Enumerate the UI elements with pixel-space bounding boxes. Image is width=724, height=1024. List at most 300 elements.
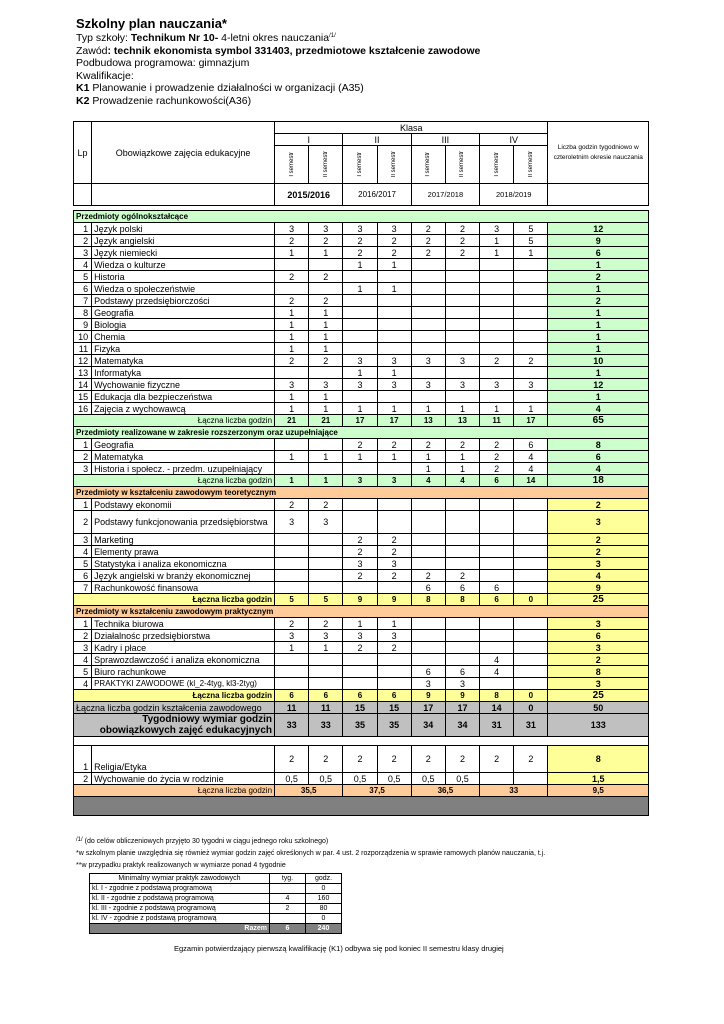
hours-cell [480, 618, 514, 630]
hours-cell: 6 [480, 582, 514, 594]
hours-cell: 3 [309, 630, 343, 642]
hours-cell [309, 534, 343, 546]
sum-label: Łączna liczba godzin [74, 785, 275, 797]
row-number: 6 [74, 283, 92, 295]
hours-cell [514, 654, 548, 666]
row-number: 1 [74, 499, 92, 511]
sum-total: 65 [548, 415, 649, 427]
hours-cell: 3 [411, 379, 445, 391]
table-row [74, 654, 649, 666]
weekly-hours-header: Liczba godzin tygodniowo w czteroletnim okresie nauczania [548, 122, 649, 184]
hours-cell: 3 [411, 355, 445, 367]
row-number: 5 [74, 558, 92, 570]
sum-cell: 17 [514, 415, 548, 427]
base-line: Podbudowa programowa: gimnazjum [76, 57, 250, 70]
sum-total: 9,5 [548, 785, 649, 797]
spacer [74, 737, 649, 746]
table-row [74, 271, 649, 283]
hours-cell: 2 [275, 295, 309, 307]
row-total: 4 [548, 403, 649, 415]
hours-cell [309, 666, 343, 678]
hours-cell [480, 773, 514, 785]
sum-cell: 1 [309, 475, 343, 487]
weekly-total-cell: 35 [377, 714, 411, 737]
hours-cell: 4 [514, 451, 548, 463]
hours-cell [343, 499, 377, 511]
row-number: 2 [74, 511, 92, 534]
sum-cell: 21 [309, 415, 343, 427]
table-row [74, 773, 649, 785]
hours-cell [377, 463, 411, 475]
hours-cell [411, 367, 445, 379]
hours-cell: 3 [309, 511, 343, 534]
practice-cell: 160 [306, 894, 342, 904]
table-row [90, 914, 342, 924]
table-row [74, 678, 649, 690]
hours-cell: 5 [514, 223, 548, 235]
sum-cell: 8 [445, 594, 479, 606]
hours-cell [377, 271, 411, 283]
practice-cell: kl. I - zgodnie z podstawą programową [90, 884, 270, 894]
hours-cell [411, 319, 445, 331]
row-number: 1 [74, 439, 92, 451]
hours-cell: 3 [275, 379, 309, 391]
sum-cell: 9 [343, 594, 377, 606]
vocational-total-cell: 0 [514, 702, 548, 714]
sum-cell: 11 [480, 415, 514, 427]
table-row [74, 558, 649, 570]
notes [76, 836, 545, 872]
hours-cell: 2 [377, 570, 411, 582]
hours-cell [514, 331, 548, 343]
hours-cell: 2 [377, 746, 411, 773]
hours-cell [480, 546, 514, 558]
row-number: 2 [74, 773, 92, 785]
table-row [74, 343, 649, 355]
row-total: 8 [548, 439, 649, 451]
hours-cell [309, 570, 343, 582]
row-number: 1 [74, 618, 92, 630]
sum-cell: 9 [377, 594, 411, 606]
hours-cell [411, 558, 445, 570]
row-total: 6 [548, 451, 649, 463]
table-row [74, 259, 649, 271]
hours-cell [377, 391, 411, 403]
row-number: 2 [74, 451, 92, 463]
hours-cell [480, 678, 514, 690]
hours-cell [343, 666, 377, 678]
weekly-total-cell: 33 [275, 714, 309, 737]
sum-cell: 3 [343, 475, 377, 487]
hours-cell [445, 271, 479, 283]
hours-cell: 2 [411, 746, 445, 773]
hours-cell [275, 582, 309, 594]
hours-cell: 2 [309, 499, 343, 511]
subject-name: Zajęcia z wychowawcą [92, 403, 275, 415]
table-row [74, 295, 649, 307]
hours-cell: 2 [377, 546, 411, 558]
hours-cell: 2 [343, 546, 377, 558]
hours-cell: 1 [377, 451, 411, 463]
practice-cell: 2 [270, 904, 306, 914]
practice-cell [270, 914, 306, 924]
table-row [90, 904, 342, 914]
row-total: 2 [548, 295, 649, 307]
year-header: 2015/2016 [275, 184, 343, 206]
hours-cell: 3 [411, 678, 445, 690]
hours-cell [445, 546, 479, 558]
practice-cell: kl. III - zgodnie z podstawą programową [90, 904, 270, 914]
hours-cell [411, 642, 445, 654]
hours-cell: 3 [309, 223, 343, 235]
hours-cell [275, 546, 309, 558]
semester-header [480, 146, 514, 184]
hours-cell [309, 259, 343, 271]
hours-cell: 6 [411, 582, 445, 594]
hours-cell: 6 [445, 666, 479, 678]
row-number: 4 [74, 678, 92, 690]
hours-cell [377, 499, 411, 511]
hours-cell: 0,5 [275, 773, 309, 785]
hours-cell: 1 [445, 403, 479, 415]
subject-name: Biuro rachunkowe [92, 666, 275, 678]
vocational-total-cell: 11 [309, 702, 343, 714]
subjects-header: Obowiązkowe zajęcia edukacyjne [92, 122, 275, 184]
hours-cell: 1 [275, 247, 309, 259]
hours-cell: 1 [343, 403, 377, 415]
semester-header [275, 146, 309, 184]
hours-cell [309, 439, 343, 451]
hours-cell: 3 [377, 223, 411, 235]
row-total: 10 [548, 355, 649, 367]
table-row [74, 463, 649, 475]
hours-cell: 2 [445, 746, 479, 773]
hours-cell: 2 [514, 355, 548, 367]
hours-cell: 1 [514, 403, 548, 415]
page-title: Szkolny plan nauczania* [76, 16, 227, 31]
hours-cell: 1 [343, 259, 377, 271]
subject-name: Historia [92, 271, 275, 283]
subject-name: Religia/Etyka [92, 746, 275, 773]
hours-cell [514, 642, 548, 654]
hours-cell [480, 499, 514, 511]
table-row [74, 379, 649, 391]
hours-cell [411, 259, 445, 271]
sum-label: Łączna liczba godzin [74, 594, 275, 606]
semester-header [377, 146, 411, 184]
hours-cell [514, 307, 548, 319]
profession-line: Zawód: technik ekonomista symbol 331403, przedmiotowe kształcenie zawodowe [76, 44, 481, 57]
sum-cell: 21 [275, 415, 309, 427]
row-number: 7 [74, 295, 92, 307]
year-header: 2016/2017 [343, 184, 411, 206]
weekly-total-cell: 34 [445, 714, 479, 737]
hours-cell: 3 [275, 511, 309, 534]
hours-cell [514, 534, 548, 546]
year-header: 2018/2019 [480, 184, 548, 206]
sum-cell: 3 [377, 475, 411, 487]
hours-cell [377, 654, 411, 666]
hours-cell: 2 [309, 618, 343, 630]
hours-cell: 2 [480, 355, 514, 367]
hours-cell [377, 307, 411, 319]
table-row [74, 499, 649, 511]
hours-cell [275, 654, 309, 666]
year-sum-cell: 35,5 [275, 785, 343, 797]
sum-cell: 4 [445, 475, 479, 487]
hours-cell: 3 [377, 558, 411, 570]
table-row [74, 307, 649, 319]
hours-cell: 2 [411, 439, 445, 451]
hours-cell [411, 343, 445, 355]
subject-name: Wychowanie fizyczne [92, 379, 275, 391]
hours-cell: 2 [377, 534, 411, 546]
hours-cell [411, 546, 445, 558]
subject-name: Fizyka [92, 343, 275, 355]
hours-cell [377, 582, 411, 594]
table-row [74, 391, 649, 403]
hours-cell [377, 511, 411, 534]
weekly-total: 133 [548, 714, 649, 737]
row-number: 4 [74, 546, 92, 558]
row-number: 3 [74, 463, 92, 475]
hours-cell: 3 [377, 355, 411, 367]
row-number: 1 [74, 223, 92, 235]
subject-name: Marketing [92, 534, 275, 546]
hours-cell: 1 [377, 283, 411, 295]
hours-cell: 0,5 [411, 773, 445, 785]
hours-cell [411, 283, 445, 295]
hours-cell: 1 [309, 403, 343, 415]
hours-cell: 1 [343, 283, 377, 295]
hours-cell [411, 534, 445, 546]
hours-cell [480, 343, 514, 355]
hours-cell: 4 [480, 666, 514, 678]
hours-cell: 2 [343, 570, 377, 582]
weekly-total-cell: 35 [343, 714, 377, 737]
practice-header: Minimalny wymiar praktyk zawodowych [90, 874, 270, 884]
hours-cell: 0,5 [445, 773, 479, 785]
table-row [74, 546, 649, 558]
hours-cell: 1 [309, 642, 343, 654]
hours-cell: 0,5 [343, 773, 377, 785]
hours-cell: 3 [445, 379, 479, 391]
hours-cell: 1 [411, 403, 445, 415]
hours-cell [343, 319, 377, 331]
practice-sum: 6 [270, 924, 306, 934]
row-number: 4 [74, 259, 92, 271]
hours-cell: 0,5 [377, 773, 411, 785]
hours-cell: 1 [275, 403, 309, 415]
sum-cell: 6 [343, 690, 377, 702]
semester-label: I semestr [288, 152, 295, 177]
hours-cell: 4 [480, 654, 514, 666]
subject-name: Edukacja dla bezpieczeństwa [92, 391, 275, 403]
hours-cell [445, 367, 479, 379]
row-total: 3 [548, 511, 649, 534]
hours-cell: 2 [445, 439, 479, 451]
qualifications-label: Kwalifikacje: [76, 69, 134, 82]
row-total: 3 [548, 618, 649, 630]
hours-cell [480, 259, 514, 271]
vocational-total-cell: 11 [275, 702, 309, 714]
hours-cell [514, 367, 548, 379]
row-number: 5 [74, 666, 92, 678]
note-1: $^{/1/}$ (do celów obliczeniowych przyjęto 30 tygodni w ciągu jednego roku szkolnego) [76, 837, 329, 845]
semester-label: II semestr [527, 151, 534, 178]
hours-cell [480, 511, 514, 534]
semester-label: II semestr [391, 151, 398, 178]
practice-header: tyg. [270, 874, 306, 884]
hours-cell: 3 [275, 630, 309, 642]
practice-cell: kl. IV - zgodnie z podstawą programową [90, 914, 270, 924]
hours-cell [343, 391, 377, 403]
hours-cell [377, 331, 411, 343]
gray-band [74, 797, 649, 816]
hours-cell [343, 678, 377, 690]
hours-cell: 2 [343, 534, 377, 546]
row-number: 1 [74, 746, 92, 773]
hours-cell [343, 295, 377, 307]
subject-name: Geografia [92, 439, 275, 451]
hours-cell [480, 534, 514, 546]
hours-cell [343, 271, 377, 283]
row-total: 1,5 [548, 773, 649, 785]
row-total: 2 [548, 499, 649, 511]
practice-cell: 0 [306, 884, 342, 894]
section-title: Przedmioty realizowane w zakresie rozszerzonym oraz uzupełniające [74, 427, 649, 439]
weekly-total-cell: 34 [411, 714, 445, 737]
practice-cell [270, 884, 306, 894]
weekly-total-cell: 33 [309, 714, 343, 737]
hours-cell [514, 546, 548, 558]
row-number: 2 [74, 630, 92, 642]
hours-cell: 2 [275, 499, 309, 511]
hours-cell: 6 [445, 582, 479, 594]
hours-cell [275, 259, 309, 271]
weekly-total-cell: 31 [514, 714, 548, 737]
sum-cell: 6 [480, 475, 514, 487]
sum-cell: 13 [411, 415, 445, 427]
hours-cell [275, 367, 309, 379]
row-total: 1 [548, 307, 649, 319]
row-total: 9 [548, 235, 649, 247]
table-row [74, 439, 649, 451]
hours-cell: 3 [343, 630, 377, 642]
sum-cell: 14 [514, 475, 548, 487]
hours-cell: 2 [480, 439, 514, 451]
sum-cell: 6 [275, 690, 309, 702]
hours-cell: 1 [480, 247, 514, 259]
hours-cell [445, 391, 479, 403]
hours-cell [514, 319, 548, 331]
hours-cell [445, 307, 479, 319]
hours-cell [411, 499, 445, 511]
row-total: 6 [548, 247, 649, 259]
row-number: 10 [74, 331, 92, 343]
sum-total: 25 [548, 690, 649, 702]
hours-cell [377, 319, 411, 331]
hours-cell: 1 [275, 451, 309, 463]
curriculum-table [73, 121, 649, 816]
hours-cell [309, 546, 343, 558]
sum-row [74, 415, 649, 427]
hours-cell: 1 [411, 451, 445, 463]
hours-cell: 1 [343, 367, 377, 379]
subject-name: Sprawozdawczość i analiza ekonomiczna [92, 654, 275, 666]
hours-cell: 2 [275, 355, 309, 367]
year-sum-cell: 36,5 [411, 785, 479, 797]
section-title: Przedmioty w kształceniu zawodowym teoretycznym [74, 487, 649, 499]
hours-cell [377, 666, 411, 678]
sum-label: Łączna liczba godzin [74, 475, 275, 487]
sum-label: Łączna liczba godzin [74, 415, 275, 427]
semester-label: I semestr [356, 152, 363, 177]
sum-cell: 17 [343, 415, 377, 427]
hours-cell: 1 [377, 618, 411, 630]
hours-cell: 2 [411, 223, 445, 235]
row-total: 1 [548, 343, 649, 355]
qualification-k1: K1 Planowanie i prowadzenie działalności w organizacji (A35) [76, 82, 364, 95]
hours-cell: 3 [343, 379, 377, 391]
sum-cell: 13 [445, 415, 479, 427]
sum-total: 18 [548, 475, 649, 487]
hours-cell: 6 [411, 666, 445, 678]
hours-cell: 2 [309, 271, 343, 283]
row-total: 1 [548, 259, 649, 271]
hours-cell: 2 [377, 642, 411, 654]
row-number: 8 [74, 307, 92, 319]
hours-cell [480, 319, 514, 331]
year-header: 2017/2018 [411, 184, 479, 206]
hours-cell: 1 [480, 235, 514, 247]
subject-name: Matematyka [92, 451, 275, 463]
subject-name: Chemia [92, 331, 275, 343]
sum-cell: 6 [377, 690, 411, 702]
subject-name: Podstawy ekonomii [92, 499, 275, 511]
semester-header [343, 146, 377, 184]
sum-cell: 17 [377, 415, 411, 427]
row-number: 12 [74, 355, 92, 367]
hours-cell: 2 [411, 247, 445, 259]
hours-cell [514, 259, 548, 271]
subject-name: Elementy prawa [92, 546, 275, 558]
row-total: 3 [548, 642, 649, 654]
hours-cell [445, 618, 479, 630]
hours-cell [309, 678, 343, 690]
hours-cell: 2 [275, 271, 309, 283]
row-total: 8 [548, 666, 649, 678]
hours-cell [480, 391, 514, 403]
hours-cell: 2 [343, 439, 377, 451]
hours-cell: 2 [275, 746, 309, 773]
hours-cell [480, 307, 514, 319]
vocational-total-cell: 15 [377, 702, 411, 714]
subject-name: Podstawy przedsiębiorczości [92, 295, 275, 307]
subject-name: PRAKTYKI ZAWODOWE (kl_2-4tyg, kl3-2tyg) [92, 678, 275, 690]
hours-cell: 1 [343, 451, 377, 463]
hours-cell [275, 678, 309, 690]
practice-cell: kl. II - zgodnie z podstawą programową [90, 894, 270, 904]
weekly-total-label: Tygodniowy wymiar godzin obowiązkowych zajęć edukacyjnych [74, 714, 275, 737]
hours-cell: 0,5 [309, 773, 343, 785]
hours-cell: 3 [275, 223, 309, 235]
row-number: 9 [74, 319, 92, 331]
hours-cell: 6 [514, 439, 548, 451]
practice-table [89, 873, 342, 934]
hours-cell [275, 463, 309, 475]
hours-cell [445, 283, 479, 295]
